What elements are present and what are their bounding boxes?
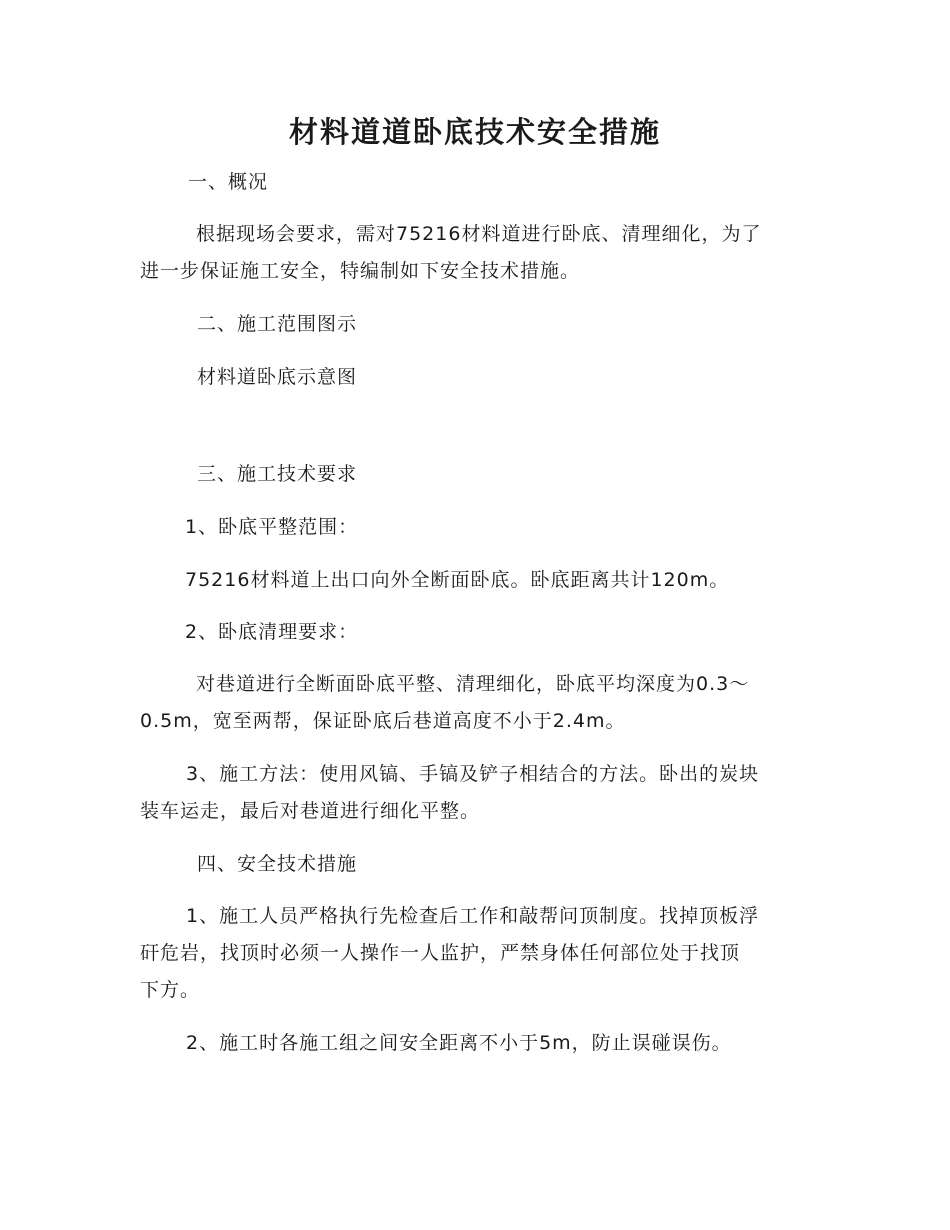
document-title: 材料道道卧底技术安全措施 [288,115,661,149]
paragraph-line: 对巷道进行全断面卧底平整、清理细化，卧底平均深度为0.3～ [196,673,750,695]
paragraph-line: 根据现场会要求，需对75216材料道进行卧底、清理细化，为了 [196,223,762,245]
item-heading: 2、卧底清理要求： [185,621,359,643]
cleanup-paragraph [140,666,810,740]
paragraph-line: 3、施工方法：使用风镐、手镐及铲子相结合的方法。卧出的炭块 [186,763,760,785]
paragraph-line: 0.5m，宽至两帮，保证卧底后巷道高度不小于2.4m。 [140,710,626,732]
figure-caption: 材料道卧底示意图 [197,366,358,388]
item-heading: 1、卧底平整范围： [185,516,359,538]
paragraph-line: 进一步保证施工安全，特编制如下安全技术措施。 [140,260,581,282]
section-heading-scope: 二、施工范围图示 [197,313,358,335]
overview-paragraph [140,216,810,290]
section-heading-overview: 一、概况 [188,171,269,193]
section-heading-technical: 三、施工技术要求 [197,463,358,485]
paragraph-line: 矸危岩，找顶时必须一人操作一人监护，严禁身体任何部位处于找顶 [140,942,741,964]
paragraph-line: 装车运走，最后对巷道进行细化平整。 [140,800,481,822]
safety-paragraph-1 [140,898,810,1009]
section-heading-safety: 四、安全技术措施 [197,853,358,875]
method-paragraph [140,756,810,830]
paragraph-line: 1、施工人员严格执行先检查后工作和敲帮问顶制度。找掉顶板浮 [186,905,760,927]
safety-paragraph-2: 2、施工时各施工组之间安全距离不小于5m，防止误碰误伤。 [186,1032,732,1054]
paragraph-line: 下方。 [140,979,201,1001]
item-body: 75216材料道上出口向外全断面卧底。卧底距离共计120m。 [185,569,730,591]
